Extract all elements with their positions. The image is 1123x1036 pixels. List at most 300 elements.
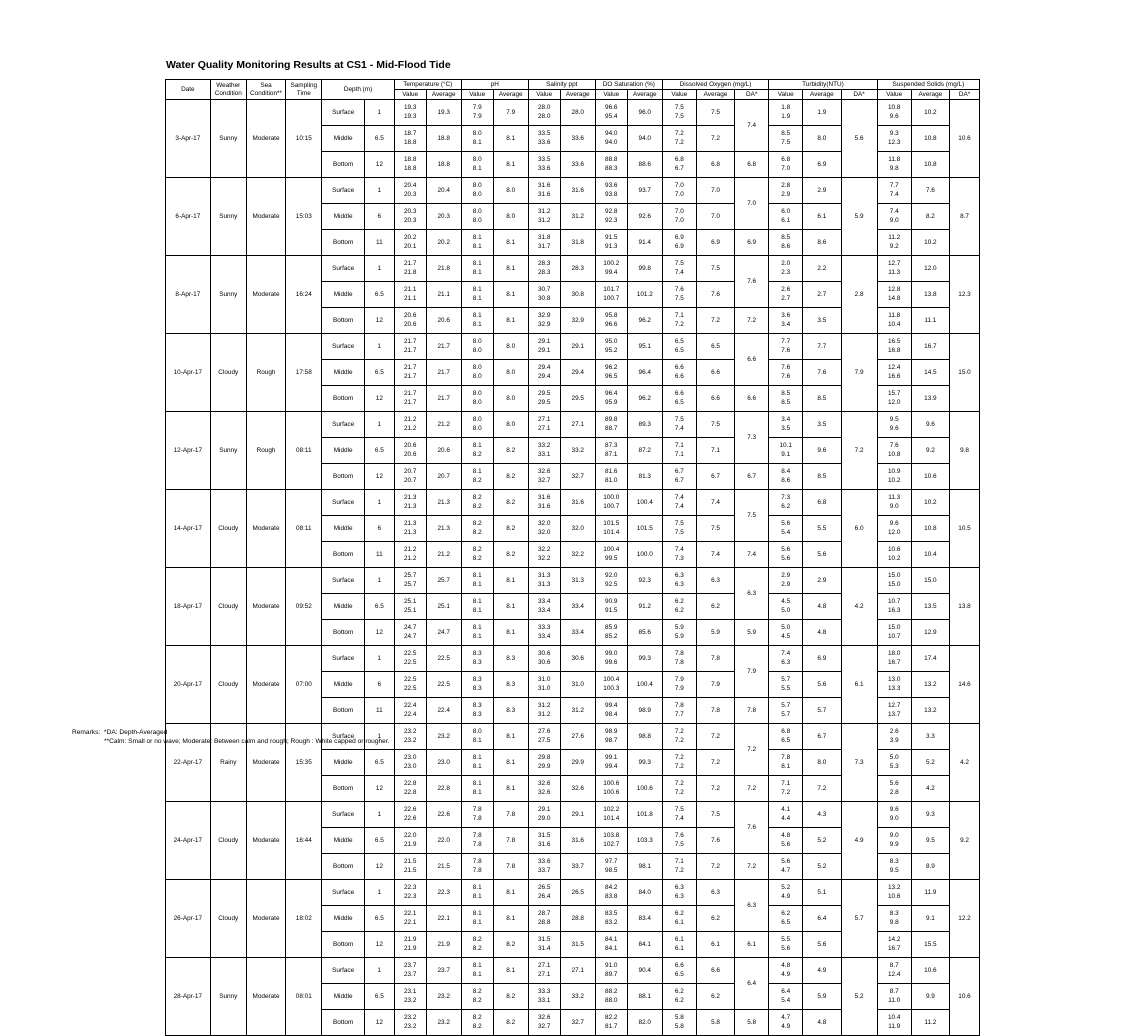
- suspended-solids-value-reading: 5.0: [889, 754, 899, 762]
- do-saturation-value-reading: 103.8: [603, 832, 620, 840]
- suspended-solids-value: [877, 282, 911, 308]
- salinity-average: 33.6: [560, 152, 595, 178]
- turbidity-value: [769, 464, 803, 490]
- turbidity-da: 6.0: [841, 490, 877, 568]
- salinity-value: [528, 594, 560, 620]
- salinity-value-reading: 30.6: [538, 658, 551, 666]
- dissolved-oxygen-da: 7.9: [735, 646, 769, 698]
- do-saturation-average: 84.1: [627, 932, 662, 958]
- dissolved-oxygen-value-reading: 7.2: [674, 754, 684, 762]
- suspended-solids-value-reading: 12.0: [887, 398, 901, 406]
- turbidity-da: 4.2: [841, 568, 877, 646]
- temperature-value-reading: 18.8: [403, 164, 417, 172]
- salinity-value-reading: 31.4: [538, 944, 551, 952]
- dissolved-oxygen-value: [662, 984, 696, 1010]
- dissolved-oxygen-da-bottom: 6.8: [735, 152, 769, 178]
- turbidity-average: 8.5: [803, 464, 841, 490]
- dissolved-oxygen-average: 7.4: [696, 542, 734, 568]
- dissolved-oxygen-value-reading: 6.3: [674, 572, 684, 580]
- ph-value-reading: 8.0: [472, 216, 482, 224]
- temperature-value-reading: 23.1: [403, 988, 417, 996]
- salinity-value-reading: 32.9: [538, 312, 551, 320]
- depth-m-cell: 1: [364, 724, 394, 750]
- turbidity-value-reading: 4.5: [781, 598, 791, 606]
- turbidity-value: [769, 308, 803, 334]
- suspended-solids-average: 4.2: [911, 776, 949, 802]
- turbidity-value: [769, 776, 803, 802]
- do-saturation-average: 83.4: [627, 906, 662, 932]
- salinity-average: 30.6: [560, 646, 595, 672]
- suspended-solids-average: 13.9: [911, 386, 949, 412]
- ph-value: [461, 230, 493, 256]
- ph-average: 8.2: [493, 542, 528, 568]
- turbidity-value-reading: 4.8: [781, 832, 791, 840]
- suspended-solids-average: 5.2: [911, 750, 949, 776]
- dissolved-oxygen-value: [662, 646, 696, 672]
- salinity-value: [528, 386, 560, 412]
- temperature-value-reading: 21.7: [403, 364, 417, 372]
- suspended-solids-value-reading: 10.8: [887, 104, 901, 112]
- temperature-value: [394, 880, 426, 906]
- temperature-value-reading: 21.1: [403, 286, 417, 294]
- sea-condition-cell: Moderate: [246, 178, 285, 256]
- date-cell: 3-Apr-17: [166, 100, 211, 178]
- suspended-solids-value-reading: 10.6: [887, 546, 901, 554]
- dissolved-oxygen-average: 7.2: [696, 750, 734, 776]
- salinity-value-reading: 32.0: [538, 528, 551, 536]
- ph-average: 8.3: [493, 646, 528, 672]
- ph-value: [461, 750, 493, 776]
- turbidity-value-reading: 3.4: [781, 416, 791, 424]
- temperature-value: [394, 776, 426, 802]
- suspended-solids-average: 13.2: [911, 672, 949, 698]
- do-saturation-average: 88.6: [627, 152, 662, 178]
- ph-average: 8.2: [493, 464, 528, 490]
- dissolved-oxygen-value-reading: 6.3: [674, 892, 684, 900]
- do-saturation-value: [595, 776, 627, 802]
- suspended-solids-value-reading: 11.9: [888, 1022, 901, 1030]
- salinity-value-reading: 28.0: [538, 104, 551, 112]
- turbidity-value-reading: 1.9: [781, 112, 791, 120]
- temperature-value-reading: 20.2: [403, 234, 417, 242]
- suspended-solids-value-reading: 9.0: [889, 814, 899, 822]
- ph-average: 7.8: [493, 828, 528, 854]
- dissolved-oxygen-value: [662, 152, 696, 178]
- suspended-solids-da: 10.6: [950, 958, 980, 1036]
- turbidity-da: 7.9: [841, 334, 877, 412]
- temperature-average: 25.1: [426, 594, 461, 620]
- turbidity-value-reading: 2.7: [781, 294, 791, 302]
- table-row: [166, 256, 980, 282]
- suspended-solids-value-reading: 2.6: [889, 728, 899, 736]
- turbidity-average: 4.3: [803, 802, 841, 828]
- suspended-solids-value: [877, 906, 911, 932]
- ph-value-reading: 8.1: [472, 910, 482, 918]
- ph-value-reading: 8.1: [472, 442, 482, 450]
- temperature-average: 21.7: [426, 360, 461, 386]
- suspended-solids-value-reading: 13.2: [887, 884, 901, 892]
- sampling-time-cell: 08:01: [286, 958, 322, 1036]
- dissolved-oxygen-average: 7.2: [696, 308, 734, 334]
- do-saturation-average: 98.9: [627, 698, 662, 724]
- dissolved-oxygen-value-reading: 7.2: [674, 130, 684, 138]
- do-saturation-average: 93.7: [627, 178, 662, 204]
- turbidity-value-reading: 8.1: [781, 762, 791, 770]
- depth-label-cell: Surface: [322, 256, 365, 282]
- turbidity-average: 7.7: [803, 334, 841, 360]
- dissolved-oxygen-value-reading: 7.6: [674, 286, 684, 294]
- do-saturation-value: [595, 256, 627, 282]
- turbidity-value: [769, 958, 803, 984]
- turbidity-value-reading: 2.6: [781, 286, 791, 294]
- salinity-value-reading: 32.7: [538, 1022, 551, 1030]
- suspended-solids-value: [877, 100, 911, 126]
- turbidity-average: 7.2: [803, 776, 841, 802]
- dissolved-oxygen-value: [662, 932, 696, 958]
- salinity-value: [528, 334, 560, 360]
- suspended-solids-da: 10.6: [950, 100, 980, 178]
- dissolved-oxygen-average: 7.5: [696, 516, 734, 542]
- dissolved-oxygen-average: 6.9: [696, 230, 734, 256]
- depth-label-cell: Middle: [322, 906, 365, 932]
- salinity-average: 33.4: [560, 594, 595, 620]
- do-saturation-value-reading: 95.4: [605, 112, 618, 120]
- date-cell: 20-Apr-17: [166, 646, 211, 724]
- temperature-value-reading: 22.6: [403, 806, 417, 814]
- ph-average: 8.1: [493, 126, 528, 152]
- dissolved-oxygen-value-reading: 7.8: [674, 658, 684, 666]
- temperature-value: [394, 178, 426, 204]
- turbidity-value: [769, 542, 803, 568]
- temperature-value-reading: 23.7: [403, 970, 417, 978]
- ph-value-reading: 8.1: [472, 294, 482, 302]
- turbidity-value-reading: 7.1: [781, 780, 791, 788]
- ph-value: [461, 100, 493, 126]
- dissolved-oxygen-average: 6.2: [696, 594, 734, 620]
- temperature-average: 20.6: [426, 438, 461, 464]
- ph-value-reading: 8.0: [472, 182, 482, 190]
- dissolved-oxygen-value-reading: 7.8: [674, 702, 684, 710]
- turbidity-da: 5.9: [841, 178, 877, 256]
- do-saturation-value-reading: 96.5: [605, 372, 618, 380]
- temperature-value-reading: 25.7: [403, 572, 417, 580]
- dissolved-oxygen-da: 7.2: [735, 724, 769, 776]
- dissolved-oxygen-value-reading: 7.2: [674, 780, 684, 788]
- ph-value-reading: 8.1: [472, 580, 482, 588]
- salinity-average: 29.1: [560, 802, 595, 828]
- temperature-average: 22.0: [426, 828, 461, 854]
- suspended-solids-value-reading: 9.6: [889, 424, 899, 432]
- ph-value: [461, 646, 493, 672]
- ph-value: [461, 542, 493, 568]
- do-saturation-value: [595, 828, 627, 854]
- temperature-average: 22.4: [426, 698, 461, 724]
- salinity-value-reading: 32.6: [538, 780, 551, 788]
- salinity-value: [528, 750, 560, 776]
- turbidity-da: 4.9: [841, 802, 877, 880]
- ph-value: [461, 672, 493, 698]
- depth-m-cell: 1: [364, 100, 394, 126]
- depth-m-cell: 6: [364, 204, 394, 230]
- turbidity-average: 4.8: [803, 620, 841, 646]
- turbidity-value-reading: 5.6: [781, 944, 791, 952]
- subheader-average: Average: [560, 90, 595, 100]
- salinity-value: [528, 724, 560, 750]
- dissolved-oxygen-average: 5.9: [696, 620, 734, 646]
- temperature-value: [394, 308, 426, 334]
- do-saturation-value-reading: 84.1: [605, 944, 618, 952]
- ph-value-reading: 8.1: [472, 632, 482, 640]
- temperature-value-reading: 22.5: [403, 650, 417, 658]
- salinity-value-reading: 29.8: [538, 754, 551, 762]
- suspended-solids-value-reading: 12.4: [887, 970, 901, 978]
- suspended-solids-average: 9.9: [911, 984, 949, 1010]
- salinity-value-reading: 33.5: [538, 156, 551, 164]
- temperature-value-reading: 21.3: [403, 502, 417, 510]
- table-row: [166, 568, 980, 594]
- dissolved-oxygen-da-bottom: 6.9: [735, 230, 769, 256]
- ph-value-reading: 8.1: [472, 892, 482, 900]
- ph-value-reading: 8.1: [472, 970, 482, 978]
- depth-m-cell: 12: [364, 386, 394, 412]
- depth-label-cell: Bottom: [322, 230, 365, 256]
- temperature-average: 20.3: [426, 204, 461, 230]
- suspended-solids-value-reading: 12.4: [887, 364, 901, 372]
- turbidity-average: 6.8: [803, 490, 841, 516]
- salinity-value: [528, 282, 560, 308]
- dissolved-oxygen-value-reading: 7.3: [674, 554, 684, 562]
- date-cell: 18-Apr-17: [166, 568, 211, 646]
- depth-label-cell: Surface: [322, 178, 365, 204]
- salinity-value: [528, 1010, 560, 1036]
- salinity-value-reading: 33.1: [538, 450, 551, 458]
- temperature-value: [394, 802, 426, 828]
- ph-value-reading: 8.1: [472, 268, 482, 276]
- dissolved-oxygen-value-reading: 6.2: [674, 996, 684, 1004]
- do-saturation-value-reading: 81.7: [605, 1022, 618, 1030]
- suspended-solids-value-reading: 9.2: [889, 242, 899, 250]
- turbidity-value-reading: 8.5: [781, 130, 791, 138]
- do-saturation-value: [595, 1010, 627, 1036]
- ph-value-reading: 8.3: [472, 650, 482, 658]
- ph-value: [461, 282, 493, 308]
- temperature-value: [394, 620, 426, 646]
- date-cell: 28-Apr-17: [166, 958, 211, 1036]
- salinity-average: 31.6: [560, 178, 595, 204]
- depth-m-cell: 11: [364, 698, 394, 724]
- do-saturation-value-reading: 92.3: [605, 216, 618, 224]
- header-ph: pH: [461, 80, 528, 90]
- ph-value-reading: 8.0: [472, 338, 482, 346]
- weather-cell: Cloudy: [210, 880, 246, 958]
- table-row: [166, 412, 980, 438]
- depth-m-cell: 6.5: [364, 828, 394, 854]
- turbidity-value-reading: 4.9: [781, 1022, 791, 1030]
- depth-m-cell: 1: [364, 178, 394, 204]
- temperature-average: 20.2: [426, 230, 461, 256]
- turbidity-value-reading: 6.5: [781, 736, 791, 744]
- turbidity-value-reading: 6.3: [781, 658, 791, 666]
- ph-value-reading: 8.0: [472, 390, 482, 398]
- turbidity-value-reading: 4.8: [781, 962, 791, 970]
- turbidity-value: [769, 126, 803, 152]
- suspended-solids-value-reading: 7.4: [889, 190, 899, 198]
- salinity-average: 26.5: [560, 880, 595, 906]
- temperature-value-reading: 23.2: [403, 996, 417, 1004]
- dissolved-oxygen-value-reading: 5.9: [674, 632, 684, 640]
- salinity-value-reading: 31.0: [538, 676, 551, 684]
- salinity-value-reading: 31.5: [538, 832, 551, 840]
- dissolved-oxygen-da: 7.3: [735, 412, 769, 464]
- dissolved-oxygen-value: [662, 178, 696, 204]
- weather-cell: Cloudy: [210, 334, 246, 412]
- salinity-average: 29.9: [560, 750, 595, 776]
- table-row: [166, 802, 980, 828]
- temperature-value-reading: 23.7: [403, 962, 417, 970]
- do-saturation-value: [595, 282, 627, 308]
- suspended-solids-value: [877, 724, 911, 750]
- do-saturation-average: 96.4: [627, 360, 662, 386]
- do-saturation-value-reading: 99.4: [605, 268, 618, 276]
- depth-label-cell: Bottom: [322, 698, 365, 724]
- suspended-solids-value-reading: 15.7: [887, 390, 901, 398]
- subheader-value: Value: [394, 90, 426, 100]
- sea-condition-cell: Moderate: [246, 256, 285, 334]
- suspended-solids-value: [877, 958, 911, 984]
- salinity-value-reading: 31.0: [538, 684, 551, 692]
- suspended-solids-value-reading: 9.0: [889, 502, 899, 510]
- dissolved-oxygen-value-reading: 6.7: [674, 468, 684, 476]
- depth-m-cell: 1: [364, 646, 394, 672]
- depth-label-cell: Surface: [322, 568, 365, 594]
- suspended-solids-value-reading: 5.3: [889, 762, 899, 770]
- suspended-solids-value-reading: 10.4: [887, 1014, 901, 1022]
- ph-average: 8.0: [493, 360, 528, 386]
- suspended-solids-value-reading: 7.6: [889, 442, 899, 450]
- dissolved-oxygen-value: [662, 230, 696, 256]
- turbidity-value-reading: 5.5: [781, 936, 791, 944]
- salinity-value-reading: 32.0: [538, 520, 551, 528]
- header-sea: Sea Condition**: [246, 80, 285, 100]
- ph-average: 8.1: [493, 620, 528, 646]
- temperature-value: [394, 906, 426, 932]
- dissolved-oxygen-value: [662, 204, 696, 230]
- do-saturation-value: [595, 230, 627, 256]
- depth-m-cell: 12: [364, 620, 394, 646]
- turbidity-average: 2.2: [803, 256, 841, 282]
- weather-cell: Cloudy: [210, 646, 246, 724]
- salinity-value-reading: 30.8: [538, 294, 551, 302]
- sampling-time-cell: 15:03: [286, 178, 322, 256]
- weather-cell: Cloudy: [210, 490, 246, 568]
- dissolved-oxygen-value: [662, 802, 696, 828]
- temperature-value-reading: 22.5: [403, 658, 417, 666]
- dissolved-oxygen-da: 6.3: [735, 568, 769, 620]
- ph-value-reading: 8.2: [472, 1014, 482, 1022]
- turbidity-value: [769, 568, 803, 594]
- suspended-solids-value-reading: 10.4: [887, 320, 901, 328]
- salinity-value-reading: 27.1: [538, 424, 551, 432]
- temperature-value: [394, 516, 426, 542]
- suspended-solids-value-reading: 10.2: [887, 554, 901, 562]
- salinity-value-reading: 33.1: [538, 996, 551, 1004]
- turbidity-value-reading: 6.4: [781, 988, 791, 996]
- dissolved-oxygen-value: [662, 828, 696, 854]
- dissolved-oxygen-value-reading: 7.2: [674, 788, 684, 796]
- turbidity-value-reading: 4.9: [781, 892, 791, 900]
- salinity-value: [528, 308, 560, 334]
- ph-average: 8.0: [493, 334, 528, 360]
- salinity-average: 31.5: [560, 932, 595, 958]
- suspended-solids-value: [877, 880, 911, 906]
- suspended-solids-average: 9.2: [911, 438, 949, 464]
- do-saturation-value: [595, 178, 627, 204]
- depth-m-cell: 12: [364, 308, 394, 334]
- ph-value-reading: 8.1: [472, 780, 482, 788]
- turbidity-value-reading: 5.6: [781, 858, 791, 866]
- salinity-value-reading: 31.6: [538, 190, 551, 198]
- dissolved-oxygen-value: [662, 308, 696, 334]
- suspended-solids-average: 10.4: [911, 542, 949, 568]
- ph-average: 8.2: [493, 984, 528, 1010]
- turbidity-average: 4.8: [803, 594, 841, 620]
- sea-condition-cell: Moderate: [246, 802, 285, 880]
- dissolved-oxygen-average: 6.7: [696, 464, 734, 490]
- salinity-value: [528, 880, 560, 906]
- temperature-value-reading: 21.3: [403, 520, 417, 528]
- turbidity-value-reading: 5.6: [781, 840, 791, 848]
- suspended-solids-value: [877, 334, 911, 360]
- suspended-solids-value-reading: 12.8: [887, 286, 901, 294]
- do-saturation-average: 82.0: [627, 1010, 662, 1036]
- salinity-value-reading: 28.3: [538, 260, 551, 268]
- depth-m-cell: 11: [364, 230, 394, 256]
- suspended-solids-value: [877, 152, 911, 178]
- ph-average: 8.3: [493, 672, 528, 698]
- turbidity-value: [769, 412, 803, 438]
- temperature-value-reading: 20.3: [403, 190, 417, 198]
- do-saturation-average: 100.0: [627, 542, 662, 568]
- ph-value-reading: 8.0: [472, 364, 482, 372]
- dissolved-oxygen-average: 6.6: [696, 958, 734, 984]
- suspended-solids-value: [877, 308, 911, 334]
- suspended-solids-value: [877, 776, 911, 802]
- sampling-time-cell: 08:11: [286, 412, 322, 490]
- dissolved-oxygen-da: 6.6: [735, 334, 769, 386]
- salinity-value-reading: 33.6: [538, 858, 551, 866]
- do-saturation-value-reading: 94.0: [605, 130, 618, 138]
- suspended-solids-da: 14.6: [950, 646, 980, 724]
- temperature-average: 22.8: [426, 776, 461, 802]
- temperature-value-reading: 18.8: [403, 156, 417, 164]
- do-saturation-value-reading: 96.6: [605, 320, 618, 328]
- dissolved-oxygen-value-reading: 7.5: [674, 806, 684, 814]
- suspended-solids-da: 15.0: [950, 334, 980, 412]
- do-saturation-value-reading: 102.7: [603, 840, 620, 848]
- suspended-solids-value-reading: 11.2: [888, 234, 901, 242]
- suspended-solids-da: 4.2: [950, 724, 980, 802]
- ph-value: [461, 594, 493, 620]
- salinity-average: 30.8: [560, 282, 595, 308]
- ph-average: 8.0: [493, 386, 528, 412]
- suspended-solids-average: 8.2: [911, 204, 949, 230]
- salinity-value: [528, 984, 560, 1010]
- turbidity-value: [769, 906, 803, 932]
- suspended-solids-da: 9.2: [950, 802, 980, 880]
- subheader-average: Average: [803, 90, 841, 100]
- ph-average: 8.2: [493, 490, 528, 516]
- ph-value: [461, 412, 493, 438]
